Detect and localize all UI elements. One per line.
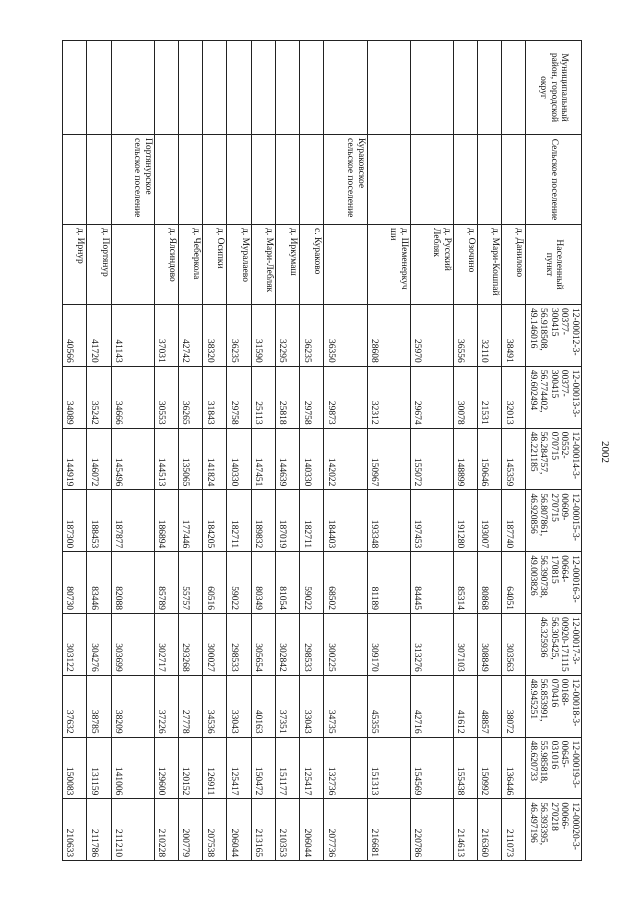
column-code: 12-00020-3-00066-270218 — [549, 802, 580, 850]
cell-value: 64051 — [502, 552, 526, 614]
cell-value: 140330 — [227, 428, 251, 490]
cell-value: 300027 — [203, 613, 227, 675]
cell-value: 29758 — [227, 366, 251, 428]
cell-value: 145359 — [502, 428, 526, 490]
cell-value: 41143 — [111, 305, 154, 367]
table-row — [367, 41, 410, 861]
cell-value: 151177 — [275, 737, 299, 799]
cell-value: 84445 — [410, 552, 453, 614]
cell-settlement: Кураковское сельское поселение — [324, 135, 367, 225]
cell-value: 207538 — [203, 799, 227, 861]
cell-value: 155438 — [453, 737, 477, 799]
cell-locality — [324, 225, 367, 305]
table-row — [324, 41, 367, 861]
cell-value: 37226 — [154, 675, 178, 737]
cell-value: 182711 — [227, 490, 251, 552]
cell-value: 188453 — [87, 490, 111, 552]
cell-municipal — [111, 41, 154, 135]
cell-value: 302717 — [154, 613, 178, 675]
cell-value: 41612 — [453, 675, 477, 737]
table-body — [63, 41, 527, 861]
cell-value: 148899 — [453, 428, 477, 490]
cell-settlement — [63, 135, 87, 225]
table-row — [453, 41, 477, 861]
cell-value: 38072 — [502, 675, 526, 737]
cell-value: 298533 — [300, 613, 324, 675]
cell-value: 213165 — [251, 799, 275, 861]
table-row — [275, 41, 299, 861]
cell-value: 313276 — [410, 613, 453, 675]
cell-value: 146072 — [87, 428, 111, 490]
column-code: 12-00019-3-00645-031016 — [549, 740, 580, 789]
cell-value: 85789 — [154, 552, 178, 614]
cell-locality: д. Ирнур — [63, 225, 87, 305]
cell-value: 38320 — [203, 305, 227, 367]
cell-value: 36556 — [453, 305, 477, 367]
cell-municipal — [502, 41, 526, 135]
header-row — [526, 41, 582, 861]
cell-value: 144639 — [275, 428, 299, 490]
cell-settlement — [154, 135, 178, 225]
cell-locality — [111, 225, 154, 305]
cell-value: 193348 — [367, 490, 410, 552]
cell-value: 131159 — [87, 737, 111, 799]
cell-value: 81054 — [275, 552, 299, 614]
cell-value: 140330 — [300, 428, 324, 490]
cell-value: 31590 — [251, 305, 275, 367]
cell-value: 150646 — [478, 428, 502, 490]
cell-value: 80730 — [63, 552, 87, 614]
cell-value: 305654 — [251, 613, 275, 675]
cell-municipal — [324, 41, 367, 135]
cell-value: 40163 — [251, 675, 275, 737]
cell-value: 154569 — [410, 737, 453, 799]
cell-municipal — [154, 41, 178, 135]
cell-value: 184205 — [203, 490, 227, 552]
cell-value: 214613 — [453, 799, 477, 861]
cell-value: 150083 — [63, 737, 87, 799]
cell-value: 125417 — [300, 737, 324, 799]
cell-locality: д. Чеберкола — [178, 225, 202, 305]
column-coords: 56.284757, 48.221185 — [528, 431, 549, 475]
column-coords: 56.774402, 49.602494 — [528, 369, 549, 413]
cell-municipal — [367, 41, 410, 135]
cell-settlement — [87, 135, 111, 225]
cell-municipal — [453, 41, 477, 135]
cell-value: 141006 — [111, 737, 154, 799]
cell-value: 41720 — [87, 305, 111, 367]
cell-locality: с. Кураково — [300, 225, 324, 305]
cell-value: 60516 — [203, 552, 227, 614]
cell-value: 182711 — [300, 490, 324, 552]
cell-value: 38491 — [502, 305, 526, 367]
cell-value: 211786 — [87, 799, 111, 861]
cell-value: 187300 — [63, 490, 87, 552]
cell-locality: д. Русский Лебляк — [410, 225, 453, 305]
cell-value: 191280 — [453, 490, 477, 552]
table-row — [111, 41, 154, 861]
cell-value: 302842 — [275, 613, 299, 675]
cell-value: 147451 — [251, 428, 275, 490]
header-column-1 — [526, 305, 582, 367]
cell-settlement — [410, 135, 453, 225]
cell-value: 193007 — [478, 490, 502, 552]
cell-locality: д. Иркумаш — [275, 225, 299, 305]
cell-value: 126911 — [203, 737, 227, 799]
cell-value: 32013 — [502, 366, 526, 428]
cell-municipal — [275, 41, 299, 135]
cell-value: 30078 — [453, 366, 477, 428]
cell-value: 309170 — [367, 613, 410, 675]
cell-settlement: Портянурское сельское поселение — [111, 135, 154, 225]
cell-value: 298533 — [227, 613, 251, 675]
header-column-2 — [526, 366, 582, 428]
table-row — [63, 41, 87, 861]
cell-value: 211210 — [111, 799, 154, 861]
cell-value: 206044 — [300, 799, 324, 861]
cell-value: 27778 — [178, 675, 202, 737]
cell-value: 32312 — [367, 366, 410, 428]
cell-locality: д. Портянур — [87, 225, 111, 305]
cell-locality: д. Мари-Кошпай — [478, 225, 502, 305]
table-row — [502, 41, 526, 861]
cell-value: 36235 — [300, 305, 324, 367]
table-row — [300, 41, 324, 861]
page-number: 2002 — [599, 441, 611, 463]
cell-value: 37632 — [63, 675, 87, 737]
cell-municipal — [410, 41, 453, 135]
cell-value: 83446 — [87, 552, 111, 614]
cell-settlement — [178, 135, 202, 225]
cell-value: 187740 — [502, 490, 526, 552]
cell-municipal — [87, 41, 111, 135]
column-coords: 56.393395, 46.497196 — [528, 802, 549, 846]
header-settlement: Сельское поселение — [526, 135, 582, 225]
column-coords: 56.390738, 49.003826 — [528, 555, 549, 598]
column-coords: 56.853991, 48.945251 — [528, 678, 549, 722]
header-column-5 — [526, 552, 582, 614]
cell-value: 177446 — [178, 490, 202, 552]
table-row — [227, 41, 251, 861]
column-coords: 56.918508, 49.146016 — [528, 308, 549, 351]
cell-municipal — [251, 41, 275, 135]
cell-value: 211073 — [502, 799, 526, 861]
cell-value: 216360 — [478, 799, 502, 861]
cell-municipal — [227, 41, 251, 135]
cell-value: 187877 — [111, 490, 154, 552]
cell-value: 37351 — [275, 675, 299, 737]
cell-value: 82088 — [111, 552, 154, 614]
header-column-8 — [526, 737, 582, 799]
table-row — [178, 41, 202, 861]
table-row — [251, 41, 275, 861]
cell-value: 210228 — [154, 799, 178, 861]
cell-municipal — [63, 41, 87, 135]
cell-value: 207736 — [324, 799, 367, 861]
cell-value: 36350 — [324, 305, 367, 367]
cell-value: 85314 — [453, 552, 477, 614]
cell-value: 135065 — [178, 428, 202, 490]
cell-value: 120152 — [178, 737, 202, 799]
cell-value: 210633 — [63, 799, 87, 861]
header-column-7 — [526, 675, 582, 737]
cell-value: 216681 — [367, 799, 410, 861]
cell-value: 25113 — [251, 366, 275, 428]
cell-value: 32110 — [478, 305, 502, 367]
cell-value: 125417 — [227, 737, 251, 799]
cell-value: 303563 — [502, 613, 526, 675]
cell-municipal — [178, 41, 202, 135]
table-row — [478, 41, 502, 861]
header-column-9 — [526, 799, 582, 861]
cell-value: 34735 — [324, 675, 367, 737]
header-locality: Населенный пункт — [526, 225, 582, 305]
column-code: 12-00013-3-00377-300415 — [549, 369, 580, 418]
cell-value: 34536 — [203, 675, 227, 737]
cell-value: 42742 — [178, 305, 202, 367]
cell-value: 145496 — [111, 428, 154, 490]
cell-municipal — [203, 41, 227, 135]
cell-value: 150967 — [367, 428, 410, 490]
cell-value: 141824 — [203, 428, 227, 490]
cell-value: 220786 — [410, 799, 453, 861]
cell-value: 144919 — [63, 428, 87, 490]
cell-settlement — [251, 135, 275, 225]
cell-value: 34089 — [63, 366, 87, 428]
cell-value: 29674 — [410, 366, 453, 428]
cell-value: 200779 — [178, 799, 202, 861]
cell-value: 37031 — [154, 305, 178, 367]
cell-value: 32295 — [275, 305, 299, 367]
cell-locality: д. Мари-Лебляк — [251, 225, 275, 305]
cell-value: 303122 — [63, 613, 87, 675]
cell-value: 293268 — [178, 613, 202, 675]
cell-locality: д. Шеменеркуч ши — [367, 225, 410, 305]
cell-value: 29873 — [324, 366, 367, 428]
cell-value: 29758 — [300, 366, 324, 428]
header-column-3 — [526, 428, 582, 490]
cell-value: 303699 — [111, 613, 154, 675]
cell-value: 36235 — [227, 305, 251, 367]
header-column-6 — [526, 613, 582, 675]
table-row — [87, 41, 111, 861]
cell-value: 308849 — [478, 613, 502, 675]
cell-value: 35242 — [87, 366, 111, 428]
cell-settlement — [227, 135, 251, 225]
cell-value: 48857 — [478, 675, 502, 737]
cell-value: 33043 — [300, 675, 324, 737]
cell-value: 186894 — [154, 490, 178, 552]
table-container — [62, 40, 582, 860]
cell-locality: д. Данилово — [502, 225, 526, 305]
cell-value: 68502 — [324, 552, 367, 614]
cell-settlement — [502, 135, 526, 225]
cell-value: 42716 — [410, 675, 453, 737]
column-coords: 55.985818, 48.620733 — [528, 740, 549, 784]
cell-value: 21531 — [478, 366, 502, 428]
cell-value: 81189 — [367, 552, 410, 614]
cell-value: 184403 — [324, 490, 367, 552]
cell-value: 40566 — [63, 305, 87, 367]
table-row — [410, 41, 453, 861]
cell-value: 59022 — [300, 552, 324, 614]
cell-value: 142022 — [324, 428, 367, 490]
cell-value: 80868 — [478, 552, 502, 614]
cell-municipal — [300, 41, 324, 135]
cell-value: 45355 — [367, 675, 410, 737]
cell-value: 34666 — [111, 366, 154, 428]
cell-value: 304276 — [87, 613, 111, 675]
column-coords: 56.807861, 46.920856 — [528, 493, 549, 537]
cell-settlement — [203, 135, 227, 225]
column-code: 12-00018-3-00168-070416 — [549, 678, 580, 727]
cell-value: 36265 — [178, 366, 202, 428]
cell-locality: д. Озочино — [453, 225, 477, 305]
cell-value: 206044 — [227, 799, 251, 861]
column-code: 12-00012-3-00377-300415 — [549, 308, 580, 356]
column-coords: 56.305425, 46.325936 — [538, 616, 559, 660]
cell-settlement — [453, 135, 477, 225]
cell-value: 189832 — [251, 490, 275, 552]
cell-value: 80349 — [251, 552, 275, 614]
column-code: 12-00016-3-00664-170815 — [549, 555, 580, 603]
cell-settlement — [478, 135, 502, 225]
cell-value: 55757 — [178, 552, 202, 614]
cell-value: 210353 — [275, 799, 299, 861]
cell-value: 187019 — [275, 490, 299, 552]
column-code: 12-00017-3-00920-171115 — [559, 616, 580, 672]
table-row — [203, 41, 227, 861]
cell-settlement — [275, 135, 299, 225]
cell-value: 38209 — [111, 675, 154, 737]
cell-value: 151313 — [367, 737, 410, 799]
cell-value: 38785 — [87, 675, 111, 737]
header-municipal: Муниципальный район, городской округ — [526, 41, 582, 135]
header-column-4 — [526, 490, 582, 552]
cell-value: 307103 — [453, 613, 477, 675]
cell-value: 25970 — [410, 305, 453, 367]
cell-value: 150472 — [251, 737, 275, 799]
column-code: 12-00015-3-00609-270715 — [549, 493, 580, 541]
cell-value: 144513 — [154, 428, 178, 490]
cell-value: 33043 — [227, 675, 251, 737]
cell-value: 132736 — [324, 737, 367, 799]
cell-value: 25818 — [275, 366, 299, 428]
cell-value: 30553 — [154, 366, 178, 428]
cell-value: 28608 — [367, 305, 410, 367]
cell-value: 155072 — [410, 428, 453, 490]
cell-locality: д. Муралаево — [227, 225, 251, 305]
table-row — [154, 41, 178, 861]
cell-value: 197453 — [410, 490, 453, 552]
cell-locality: д. Осипки — [203, 225, 227, 305]
cell-municipal — [478, 41, 502, 135]
cell-value: 59022 — [227, 552, 251, 614]
cell-settlement — [300, 135, 324, 225]
column-code: 12-00014-3-00552-070715 — [549, 431, 580, 480]
cell-value: 300225 — [324, 613, 367, 675]
cell-value: 129600 — [154, 737, 178, 799]
cell-locality: д. Ялсиндово — [154, 225, 178, 305]
cell-value: 136446 — [502, 737, 526, 799]
distance-table — [62, 40, 582, 861]
cell-value: 31843 — [203, 366, 227, 428]
cell-value: 150992 — [478, 737, 502, 799]
cell-settlement — [367, 135, 410, 225]
